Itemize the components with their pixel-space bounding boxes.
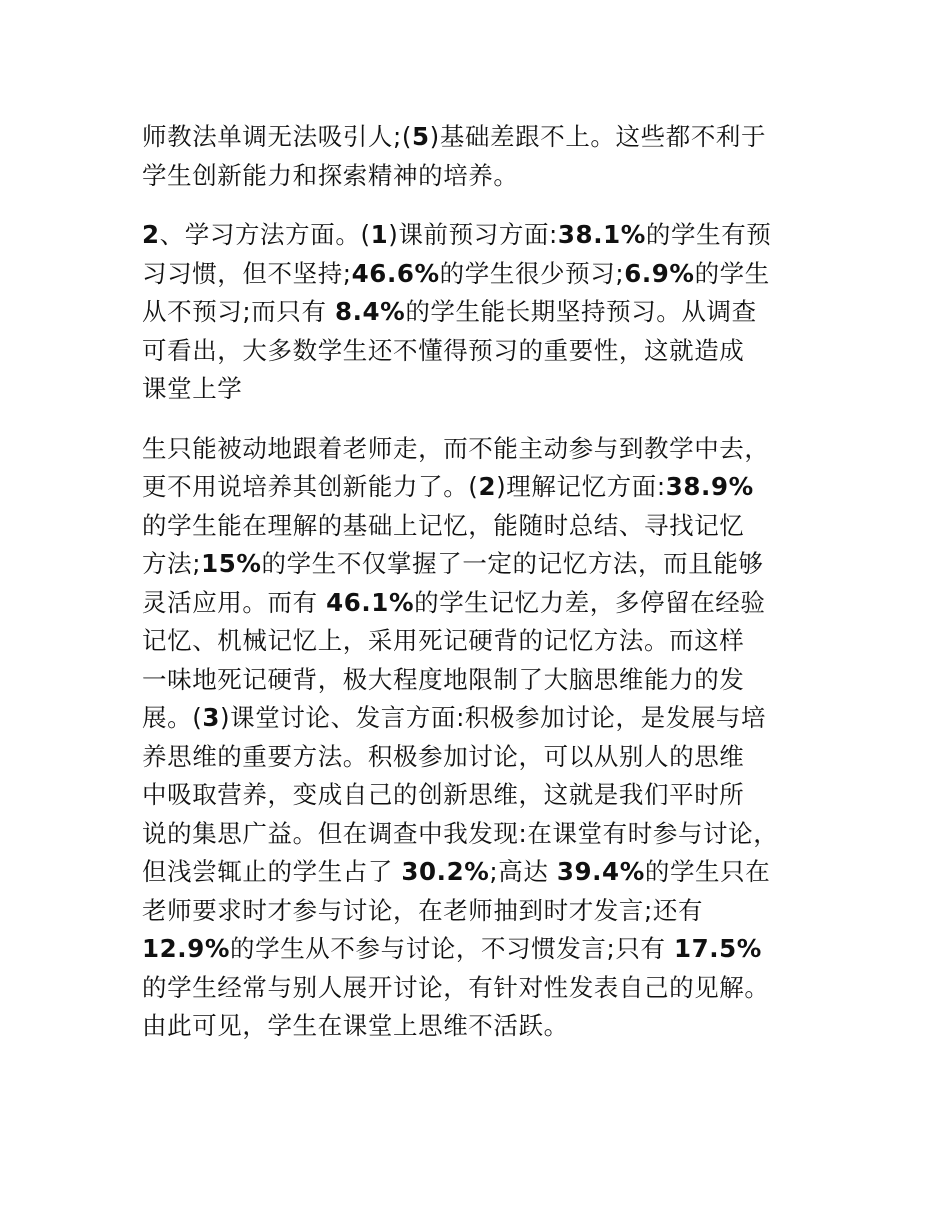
text-line: 课堂上学: [142, 374, 243, 403]
text-line: 生只能被动地跟着老师走，而不能主动参与到教学中去，: [142, 433, 770, 463]
text-line: 师教法单调无法吸引人;(5)基础差跟不上。这些都不利于: [142, 122, 767, 151]
text-line: 由此可见，学生在课堂上思维不活跃。: [142, 1011, 569, 1040]
paragraph-2: [142, 216, 832, 409]
text-line: 更不用说培养其创新能力了。(2)理解记忆方面:38.9%: [142, 472, 754, 501]
text-line: 方法;15%的学生不仅掌握了一定的记忆方法，而且能够: [142, 549, 764, 578]
text-line: 养思维的重要方法。积极参加讨论，可以从别人的思维: [142, 741, 745, 771]
text-line: 2、学习方法方面。(1)课前预习方面:38.1%的学生有预: [142, 220, 772, 249]
text-line: 记忆、机械记忆上，采用死记硬背的记忆方法。而这样: [142, 626, 745, 655]
text-line: 一味地死记硬背，极大程度地限制了大脑思维能力的发: [142, 664, 745, 694]
text-line: 中吸取营养，变成自己的创新思维，这就是我们平时所: [142, 780, 745, 809]
text-line: 老师要求时才参与讨论，在老师抽到时才发言;还有: [142, 895, 704, 925]
text-line: 可看出，大多数学生还不懂得预习的重要性，这就造成: [142, 335, 745, 365]
paragraph-1: [142, 118, 832, 195]
text-line: 习习惯，但不坚持;46.6%的学生很少预习;6.9%的学生: [142, 258, 770, 288]
document-page: [142, 118, 832, 1046]
text-line: 说的集思广益。但在调查中我发现:在课堂有时参与讨论，: [142, 818, 779, 848]
text-line: 从不预习;而只有 8.4%的学生能长期坚持预习。从调查: [142, 297, 757, 326]
text-line: 的学生能在理解的基础上记忆，能随时总结、寻找记忆: [142, 510, 745, 540]
paragraph-3: [142, 430, 832, 1046]
text-line: 的学生经常与别人展开讨论，有针对性发表自己的见解。: [142, 972, 770, 1002]
text-line: 12.9%的学生从不参与讨论，不习惯发言;只有 17.5%: [142, 934, 762, 963]
text-line: 但浅尝辄止的学生占了 30.2%;高达 39.4%的学生只在: [142, 857, 771, 886]
text-line: 展。(3)课堂讨论、发言方面:积极参加讨论，是发展与培: [142, 703, 767, 732]
text-line: 学生创新能力和探索精神的培养。: [142, 160, 519, 190]
text-line: 灵活应用。而有 46.1%的学生记忆力差，多停留在经验: [142, 587, 766, 617]
